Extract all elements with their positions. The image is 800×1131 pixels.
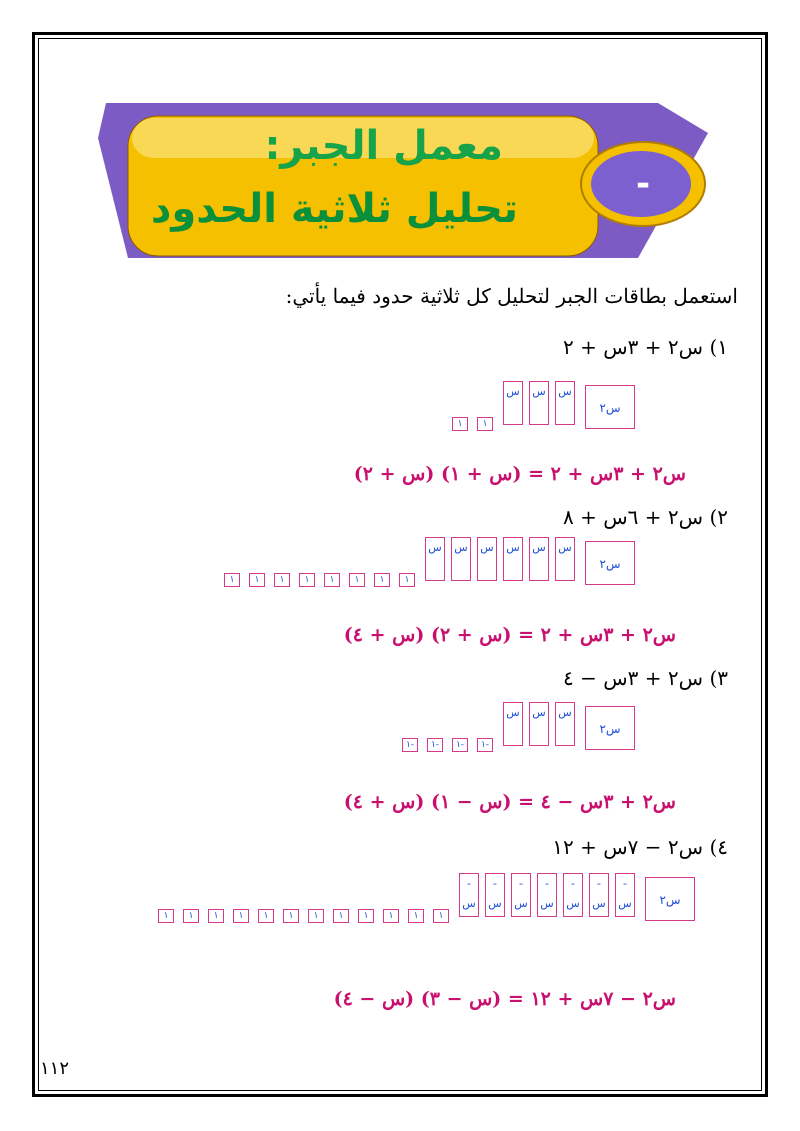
problem-expression: س٢ + ٣س − ٤ bbox=[563, 666, 704, 690]
problem-expression: س٢ + ٦س + ٨ bbox=[563, 505, 704, 529]
tile-unit: ١ bbox=[399, 573, 415, 587]
tile-unit: ١ bbox=[324, 573, 340, 587]
tile-unit: ١- bbox=[452, 738, 468, 752]
tile-unit: ١ bbox=[383, 909, 399, 923]
tile-unit: ١ bbox=[233, 909, 249, 923]
answer-3: س٢ + ٣س − ٤ = (س − ١) (س + ٤) bbox=[343, 791, 676, 813]
problem-expression: س٢ + ٣س + ٢ bbox=[563, 335, 704, 359]
problem-number: ١) bbox=[709, 335, 728, 359]
tile-x: س bbox=[555, 381, 575, 425]
tile-x: - س bbox=[537, 873, 557, 917]
tile-unit: ١ bbox=[433, 909, 449, 923]
tile-x: س bbox=[477, 537, 497, 581]
tile-unit: ١ bbox=[358, 909, 374, 923]
banner-dash: - bbox=[635, 164, 651, 204]
tile-unit: ١ bbox=[183, 909, 199, 923]
problem-number: ٣) bbox=[709, 666, 728, 690]
tile-x: س bbox=[425, 537, 445, 581]
tile-x: س bbox=[503, 381, 523, 425]
tile-x: - س bbox=[459, 873, 479, 917]
tile-x: س bbox=[529, 381, 549, 425]
tile-x: - س bbox=[615, 873, 635, 917]
tile-unit: ١ bbox=[258, 909, 274, 923]
problem-4 bbox=[552, 835, 728, 859]
tile-unit: ١ bbox=[299, 573, 315, 587]
problem-number: ٢) bbox=[709, 505, 728, 529]
tile-unit: ١ bbox=[158, 909, 174, 923]
tile-x: - س bbox=[563, 873, 583, 917]
tile-unit: ١ bbox=[349, 573, 365, 587]
answer-1: س٢ + ٣س + ٢ = (س + ١) (س + ٢) bbox=[353, 463, 686, 485]
problem-1 bbox=[563, 335, 728, 359]
tile-x-squared: س٢ bbox=[645, 877, 695, 921]
tile-x-squared: س٢ bbox=[585, 541, 635, 585]
problem-2 bbox=[563, 505, 728, 529]
problem-number: ٤) bbox=[709, 835, 728, 859]
lesson-banner bbox=[98, 98, 718, 268]
tile-unit: ١ bbox=[283, 909, 299, 923]
tile-unit: ١ bbox=[333, 909, 349, 923]
tile-unit: ١ bbox=[374, 573, 390, 587]
tile-x: س bbox=[503, 702, 523, 746]
tile-x: - س bbox=[511, 873, 531, 917]
tile-x-squared: س٢ bbox=[585, 385, 635, 429]
tile-x: س bbox=[451, 537, 471, 581]
tile-unit: ١ bbox=[249, 573, 265, 587]
tile-x: س bbox=[529, 537, 549, 581]
problem-3 bbox=[563, 666, 728, 690]
tile-unit: ١ bbox=[274, 573, 290, 587]
instruction-text: استعمل بطاقات الجبر لتحليل كل ثلاثية حدود فيما يأتي: bbox=[285, 284, 738, 308]
tile-unit: ١ bbox=[224, 573, 240, 587]
tile-unit: ١- bbox=[477, 738, 493, 752]
tile-x: س bbox=[555, 702, 575, 746]
banner-title: معمل الجبر: bbox=[264, 123, 503, 169]
banner-subtitle: تحليل ثلاثية الحدود bbox=[150, 186, 518, 232]
answer-2: س٢ + ٣س + ٢ = (س + ٢) (س + ٤) bbox=[343, 624, 676, 646]
tile-unit: ١ bbox=[477, 417, 493, 431]
tile-x: س bbox=[529, 702, 549, 746]
tile-x: - س bbox=[589, 873, 609, 917]
tile-unit: ١- bbox=[427, 738, 443, 752]
tile-x: س bbox=[503, 537, 523, 581]
page-number: ١١٢ bbox=[40, 1058, 70, 1079]
tile-unit: ١ bbox=[208, 909, 224, 923]
problem-expression: س٢ − ٧س + ١٢ bbox=[552, 835, 704, 859]
tile-x: س bbox=[555, 537, 575, 581]
tile-unit: ١ bbox=[452, 417, 468, 431]
tile-unit: ١ bbox=[308, 909, 324, 923]
answer-4: س٢ − ٧س + ١٢ = (س − ٣) (س − ٤) bbox=[333, 988, 676, 1010]
tile-x: - س bbox=[485, 873, 505, 917]
tile-x-squared: س٢ bbox=[585, 706, 635, 750]
tile-unit: ١ bbox=[408, 909, 424, 923]
tile-unit: ١- bbox=[402, 738, 418, 752]
